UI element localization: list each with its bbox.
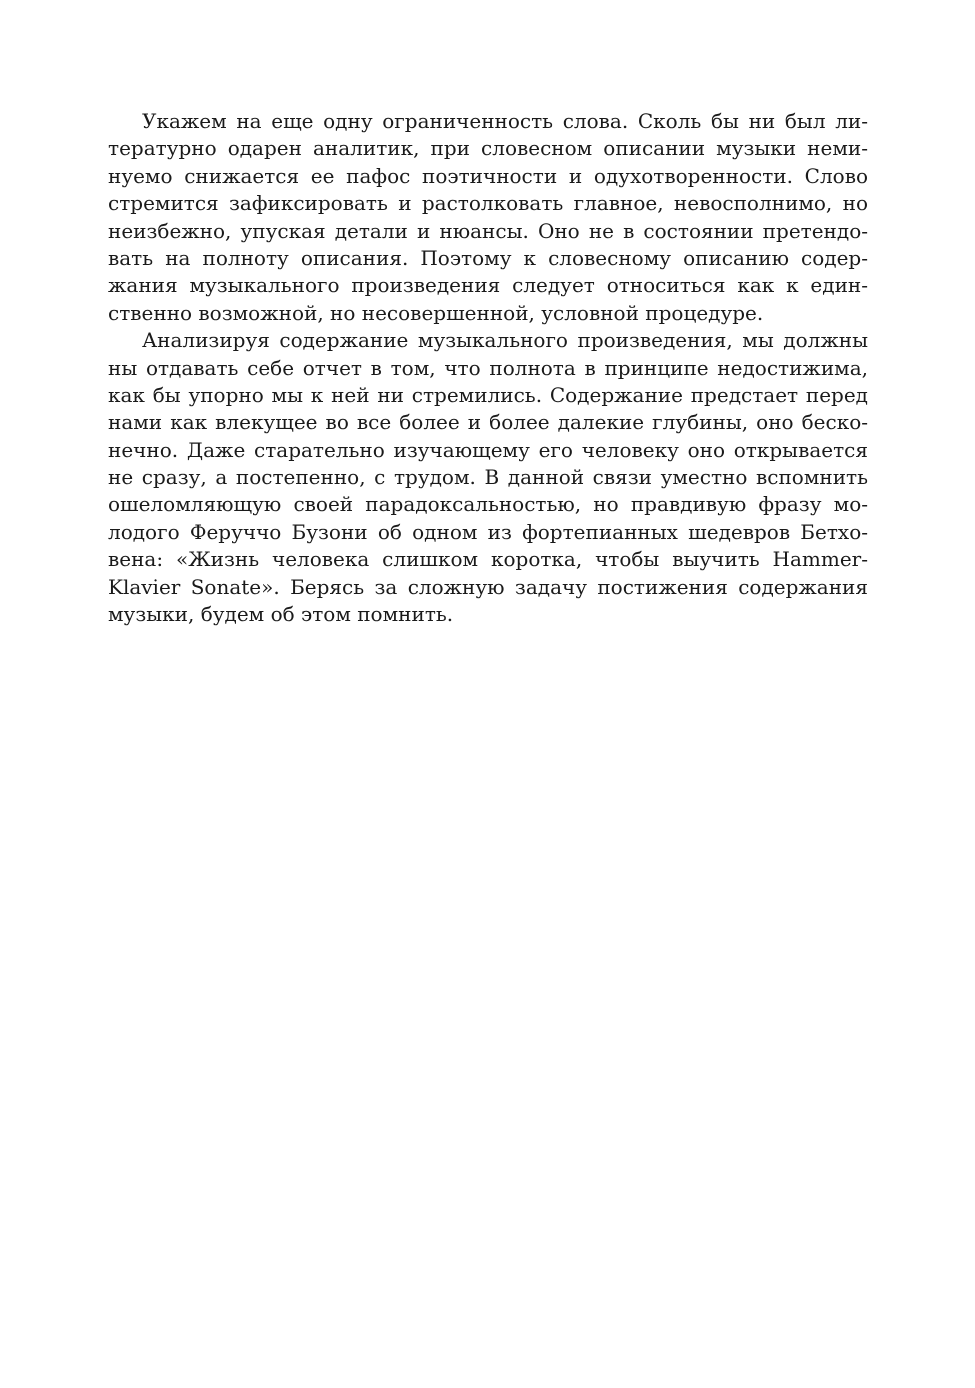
text-line: жания музыкального произведения следует относиться как к един-	[108, 273, 868, 298]
text-line: ошеломляющую своей парадоксальностью, но правдивую фразу мо-	[108, 492, 868, 517]
paragraph-2	[108, 327, 868, 628]
text-line: как бы упорно мы к ней ни стремились. Содержание предстает перед	[108, 382, 868, 407]
paragraph-1	[108, 108, 868, 327]
text-line: ственно возможной, но несовершенной, условной процедуре.	[108, 300, 764, 325]
text-line: нами как влекущее во все более и более далекие глубины, оно беско-	[108, 410, 868, 435]
page-body	[108, 108, 868, 628]
text-line: не сразу, а постепенно, с трудом. В данной связи уместно вспомнить	[108, 465, 868, 490]
text-line: лодого Феруччо Бузони об одном из фортепианных шедевров Бетхо-	[108, 519, 868, 544]
text-line: Укажем на еще одну ограниченность слова. Сколь бы ни был ли-	[142, 109, 868, 133]
text-line: неизбежно, упуская детали и нюансы. Оно не в состоянии претендо-	[108, 218, 868, 243]
text-line: ны отдавать себе отчет в том, что полнота в принципе недостижима,	[108, 355, 868, 380]
text-line: вена: «Жизнь человека слишком коротка, чтобы выучить Hammer-	[108, 547, 868, 572]
text-line: тературно одарен аналитик, при словесном описании музыки неми-	[108, 136, 868, 161]
text-line: музыки, будем об этом помнить.	[108, 602, 454, 627]
text-line: вать на полноту описания. Поэтому к словесному описанию содер-	[108, 245, 868, 270]
text-line: Klavier Sonate». Берясь за сложную задачу постижения содержания	[108, 574, 868, 599]
text-line: стремится зафиксировать и растолковать главное, невосполнимо, но	[108, 191, 868, 216]
text-line: нечно. Даже старательно изучающему его человеку оно открывается	[108, 437, 868, 462]
text-line: нуемо снижается ее пафос поэтичности и одухотворенности. Слово	[108, 163, 868, 188]
text-line: Анализируя содержание музыкального произведения, мы должны	[142, 328, 868, 353]
